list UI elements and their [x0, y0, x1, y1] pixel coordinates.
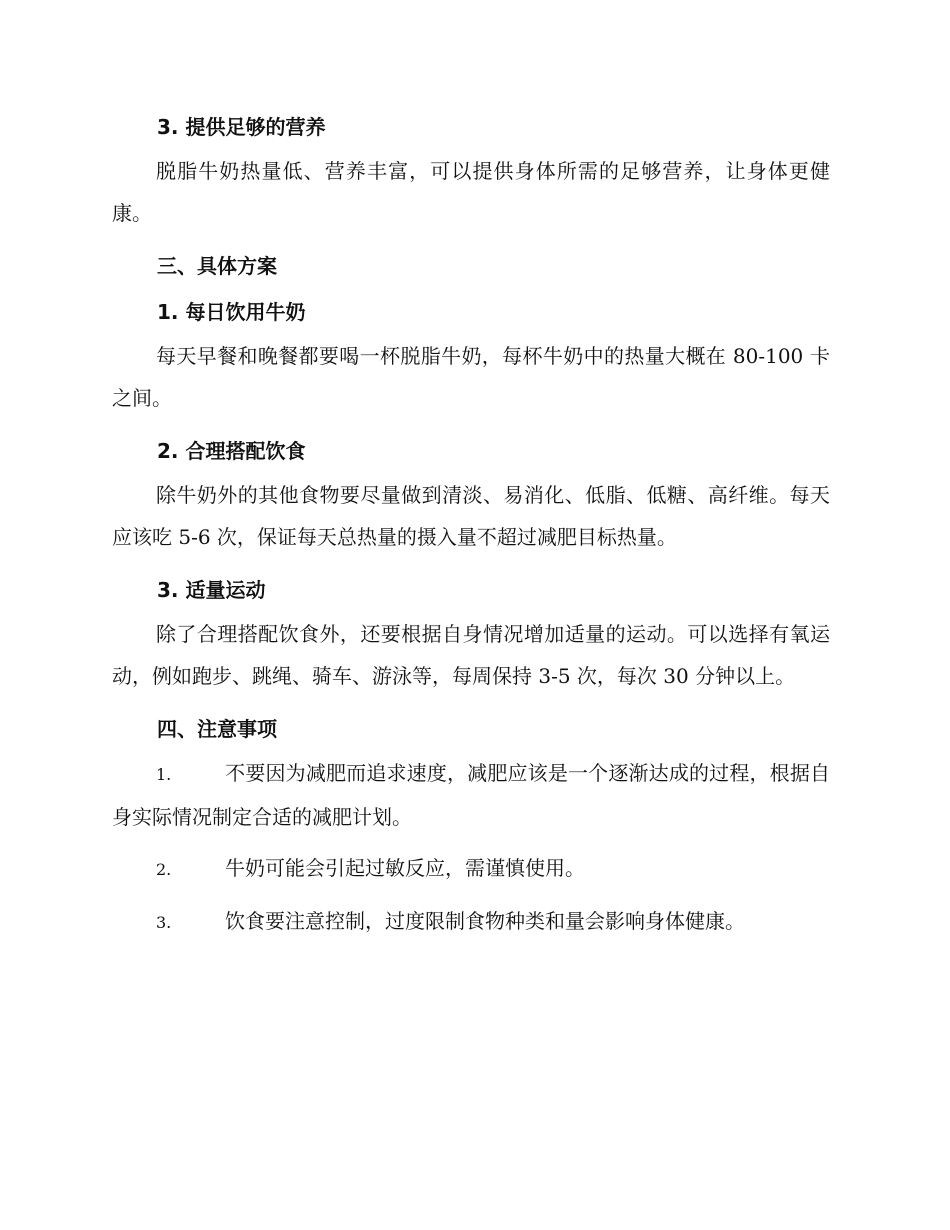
list-text: 不要因为减肥而追求速度，减肥应该是一个逐渐达成的过程，根据自身实际情况制定合适的减肥计划。 [112, 761, 830, 829]
subheading-daily-milk: 1. 每日饮用牛奶 [157, 300, 306, 324]
list-item [112, 752, 830, 838]
paragraph-nutrition: 脱脂牛奶热量低、营养丰富，可以提供身体所需的足够营养，让身体更健康。 [112, 159, 830, 225]
section-heading-plan: 三、具体方案 [157, 254, 277, 278]
paragraph-diet: 除牛奶外的其他食物要尽量做到清淡、易消化、低脂、低糖、高纤维。每天应该吃 5-6 次，保证每天总热量的摄入量不超过减肥目标热量。 [112, 483, 830, 549]
subheading-diet: 2. 合理搭配饮食 [157, 439, 306, 463]
list-item [112, 847, 830, 891]
list-number: 1. [156, 765, 172, 784]
document-body [112, 104, 830, 953]
section-heading-nutrition: 3. 提供足够的营养 [157, 115, 326, 139]
paragraph-exercise: 除了合理搭配饮食外，还要根据自身情况增加适量的运动。可以选择有氧运动，例如跑步、跳绳、骑车、游泳等，每周保持 3-5 次，每次 30 分钟以上。 [112, 622, 830, 688]
list-text: 牛奶可能会引起过敏反应，需谨慎使用。 [225, 856, 585, 880]
paragraph-daily-milk: 每天早餐和晚餐都要喝一杯脱脂牛奶，每杯牛奶中的热量大概在 80-100 卡之间。 [112, 344, 830, 410]
subheading-exercise: 3. 适量运动 [157, 578, 266, 602]
list-number: 2. [156, 860, 172, 879]
list-text: 饮食要注意控制，过度限制食物种类和量会影响身体健康。 [225, 909, 745, 933]
list-item [112, 900, 830, 944]
list-number: 3. [156, 913, 172, 932]
section-heading-notes: 四、注意事项 [157, 717, 277, 741]
